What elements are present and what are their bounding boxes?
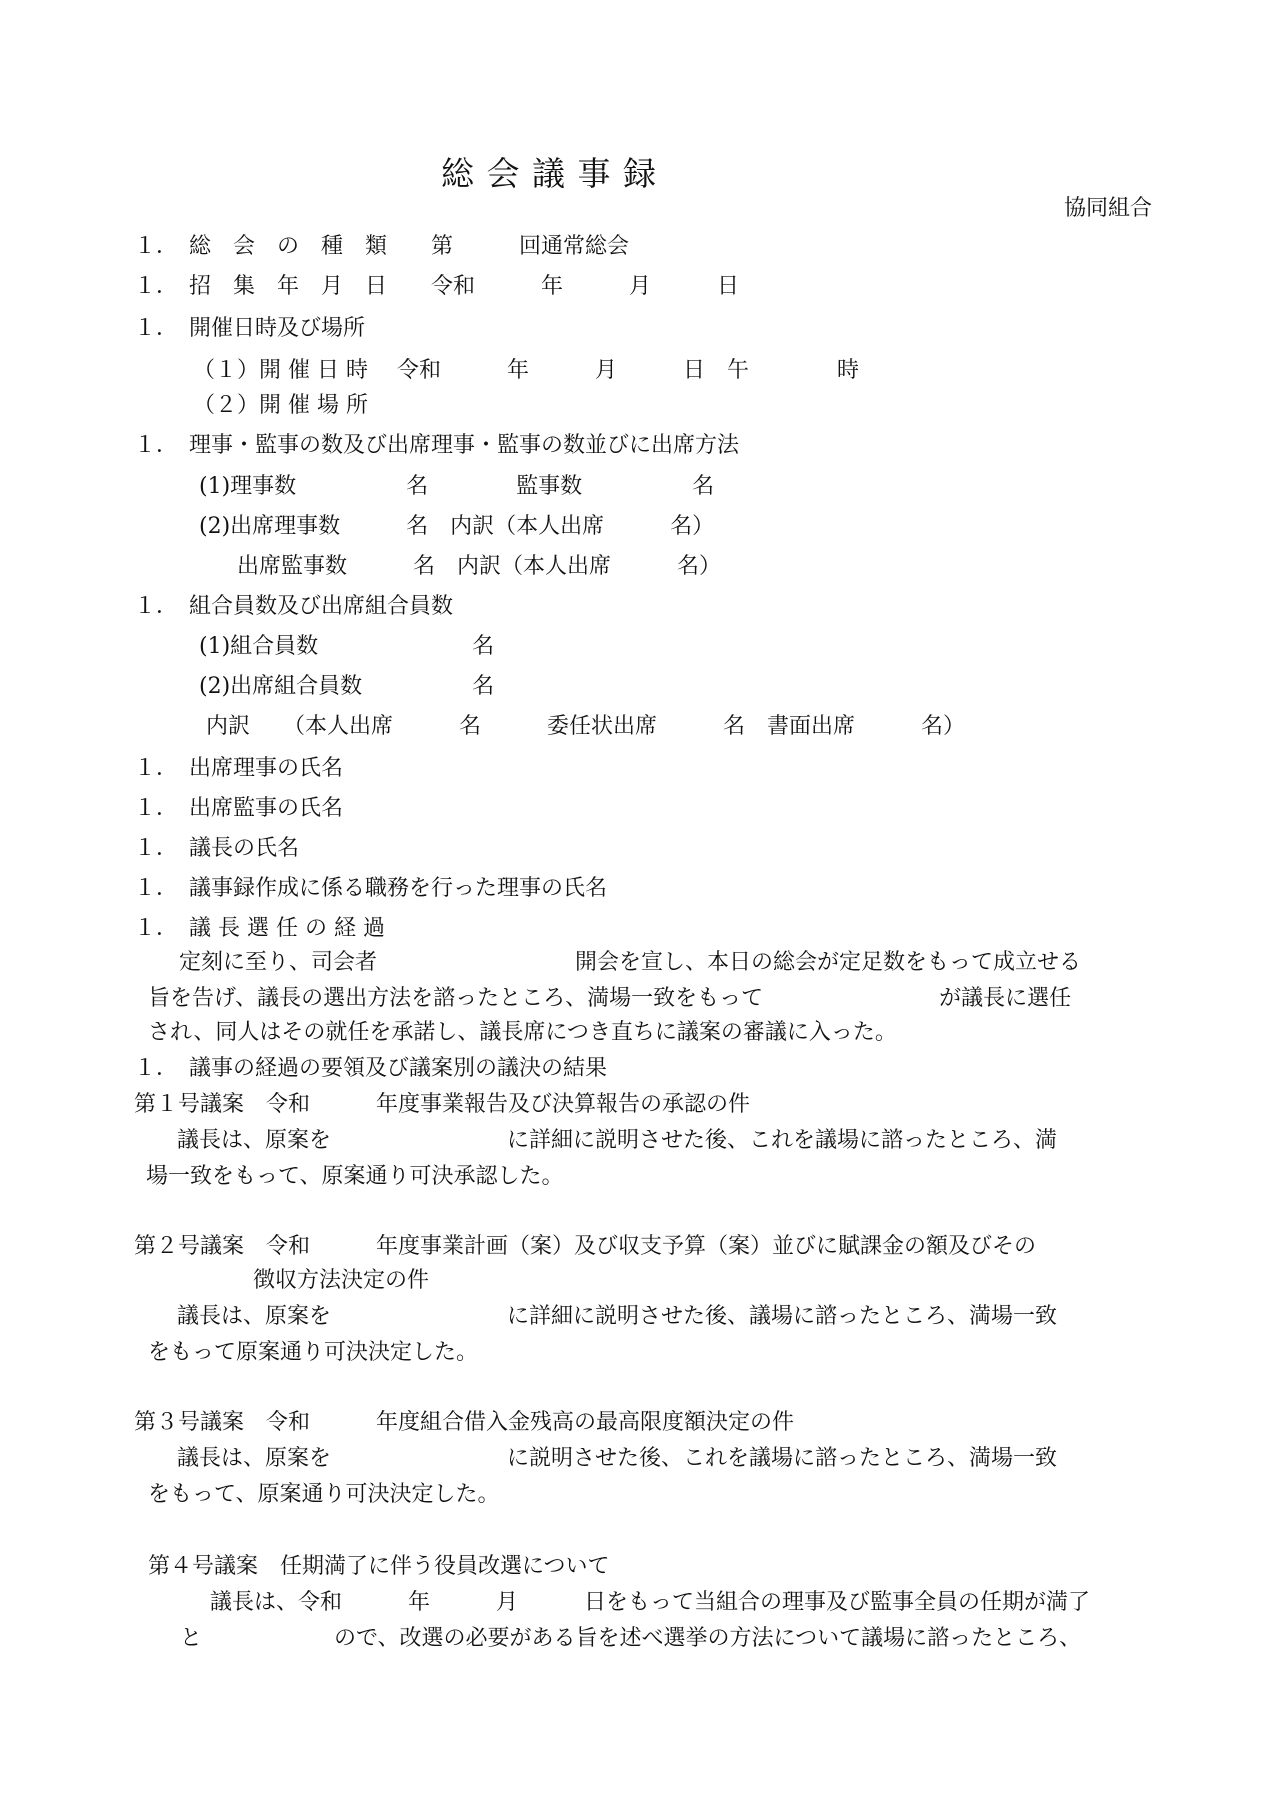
- section-attending-auditors-names: １． 出席監事の氏名: [134, 796, 344, 821]
- agenda-1-text-1: 議長は、原案を に詳細に説明させた後、これを議場に諮ったところ、満: [177, 1128, 1058, 1153]
- attending-members: (2)出席組合員数 名: [199, 674, 495, 699]
- agenda-4-text-1: 議長は、令和 年 月 日をもって当組合の理事及び監事全員の任期が満了: [210, 1590, 1091, 1615]
- agenda-2-title-cont: 徴収方法決定の件: [253, 1268, 430, 1293]
- venue-datetime: （１）開 催 日 時 令和 年 月 日 午 時: [193, 358, 859, 383]
- chair-election-text-3: され、同人はその就任を承諾し、議長席につき直ちに議案の審議に入った。: [148, 1020, 897, 1045]
- attending-auditors: 出席監事数 名 内訳（本人出席 名）: [237, 554, 722, 579]
- section-meeting-type: １． 総 会 の 種 類 第 回通常総会: [134, 234, 630, 259]
- organization-name: 協同組合: [1064, 196, 1153, 221]
- section-date-venue: １． 開催日時及び場所: [134, 316, 366, 341]
- member-count: (1)組合員数 名: [199, 634, 495, 659]
- members-breakdown: 内訳 （本人出席 名 委任状出席 名 書面出席 名）: [206, 714, 966, 739]
- agenda-3-text-2: をもって、原案通り可決決定した。: [148, 1482, 500, 1507]
- section-chair-name: １． 議長の氏名: [134, 836, 300, 861]
- agenda-2-text-1: 議長は、原案を に詳細に説明させた後、議場に諮ったところ、満場一致: [177, 1304, 1058, 1329]
- agenda-3-title: 第３号議案 令和 年度組合借入金残高の最高限度額決定の件: [134, 1410, 795, 1435]
- directors-count: (1)理事数 名 監事数 名: [199, 474, 715, 499]
- agenda-1-title: 第１号議案 令和 年度事業報告及び決算報告の承認の件: [134, 1092, 751, 1117]
- agenda-2-text-2: をもって原案通り可決決定した。: [148, 1340, 479, 1365]
- chair-election-text-2: 旨を告げ、議長の選出方法を諮ったところ、満場一致をもって が議長に選任: [148, 986, 1072, 1011]
- section-attending-directors-names: １． 出席理事の氏名: [134, 756, 344, 781]
- agenda-4-text-2: と ので、改選の必要がある旨を述べ選挙の方法について議場に諮ったところ、: [180, 1626, 1082, 1651]
- section-members: １． 組合員数及び出席組合員数: [134, 594, 454, 619]
- section-directors-auditors: １． 理事・監事の数及び出席理事・監事の数並びに出席方法: [134, 433, 740, 458]
- section-proceedings: １． 議事の経過の要領及び議案別の議決の結果: [134, 1056, 608, 1081]
- venue-place: （２）開 催 場 所: [193, 393, 368, 418]
- agenda-1-text-2: 場一致をもって、原案通り可決承認した。: [146, 1164, 564, 1189]
- agenda-4-title: 第４号議案 任期満了に伴う役員改選について: [148, 1554, 610, 1579]
- attending-directors: (2)出席理事数 名 内訳（本人出席 名）: [199, 514, 715, 539]
- agenda-2-title: 第２号議案 令和 年度事業計画（案）及び収支予算（案）並びに賦課金の額及びその: [134, 1234, 1037, 1259]
- chair-election-text-1: 定刻に至り、司会者 開会を宣し、本日の総会が定足数をもって成立せる: [179, 950, 1082, 975]
- section-minutes-author: １． 議事録作成に係る職務を行った理事の氏名: [134, 876, 608, 901]
- section-chair-election: １． 議 長 選 任 の 経 過: [134, 916, 385, 941]
- section-convocation-date: １． 招 集 年 月 日 令和 年 月 日: [134, 274, 740, 299]
- agenda-3-text-1: 議長は、原案を に説明させた後、これを議場に諮ったところ、満場一致: [177, 1446, 1058, 1471]
- page-title: 総 会 議 事 録: [441, 154, 657, 193]
